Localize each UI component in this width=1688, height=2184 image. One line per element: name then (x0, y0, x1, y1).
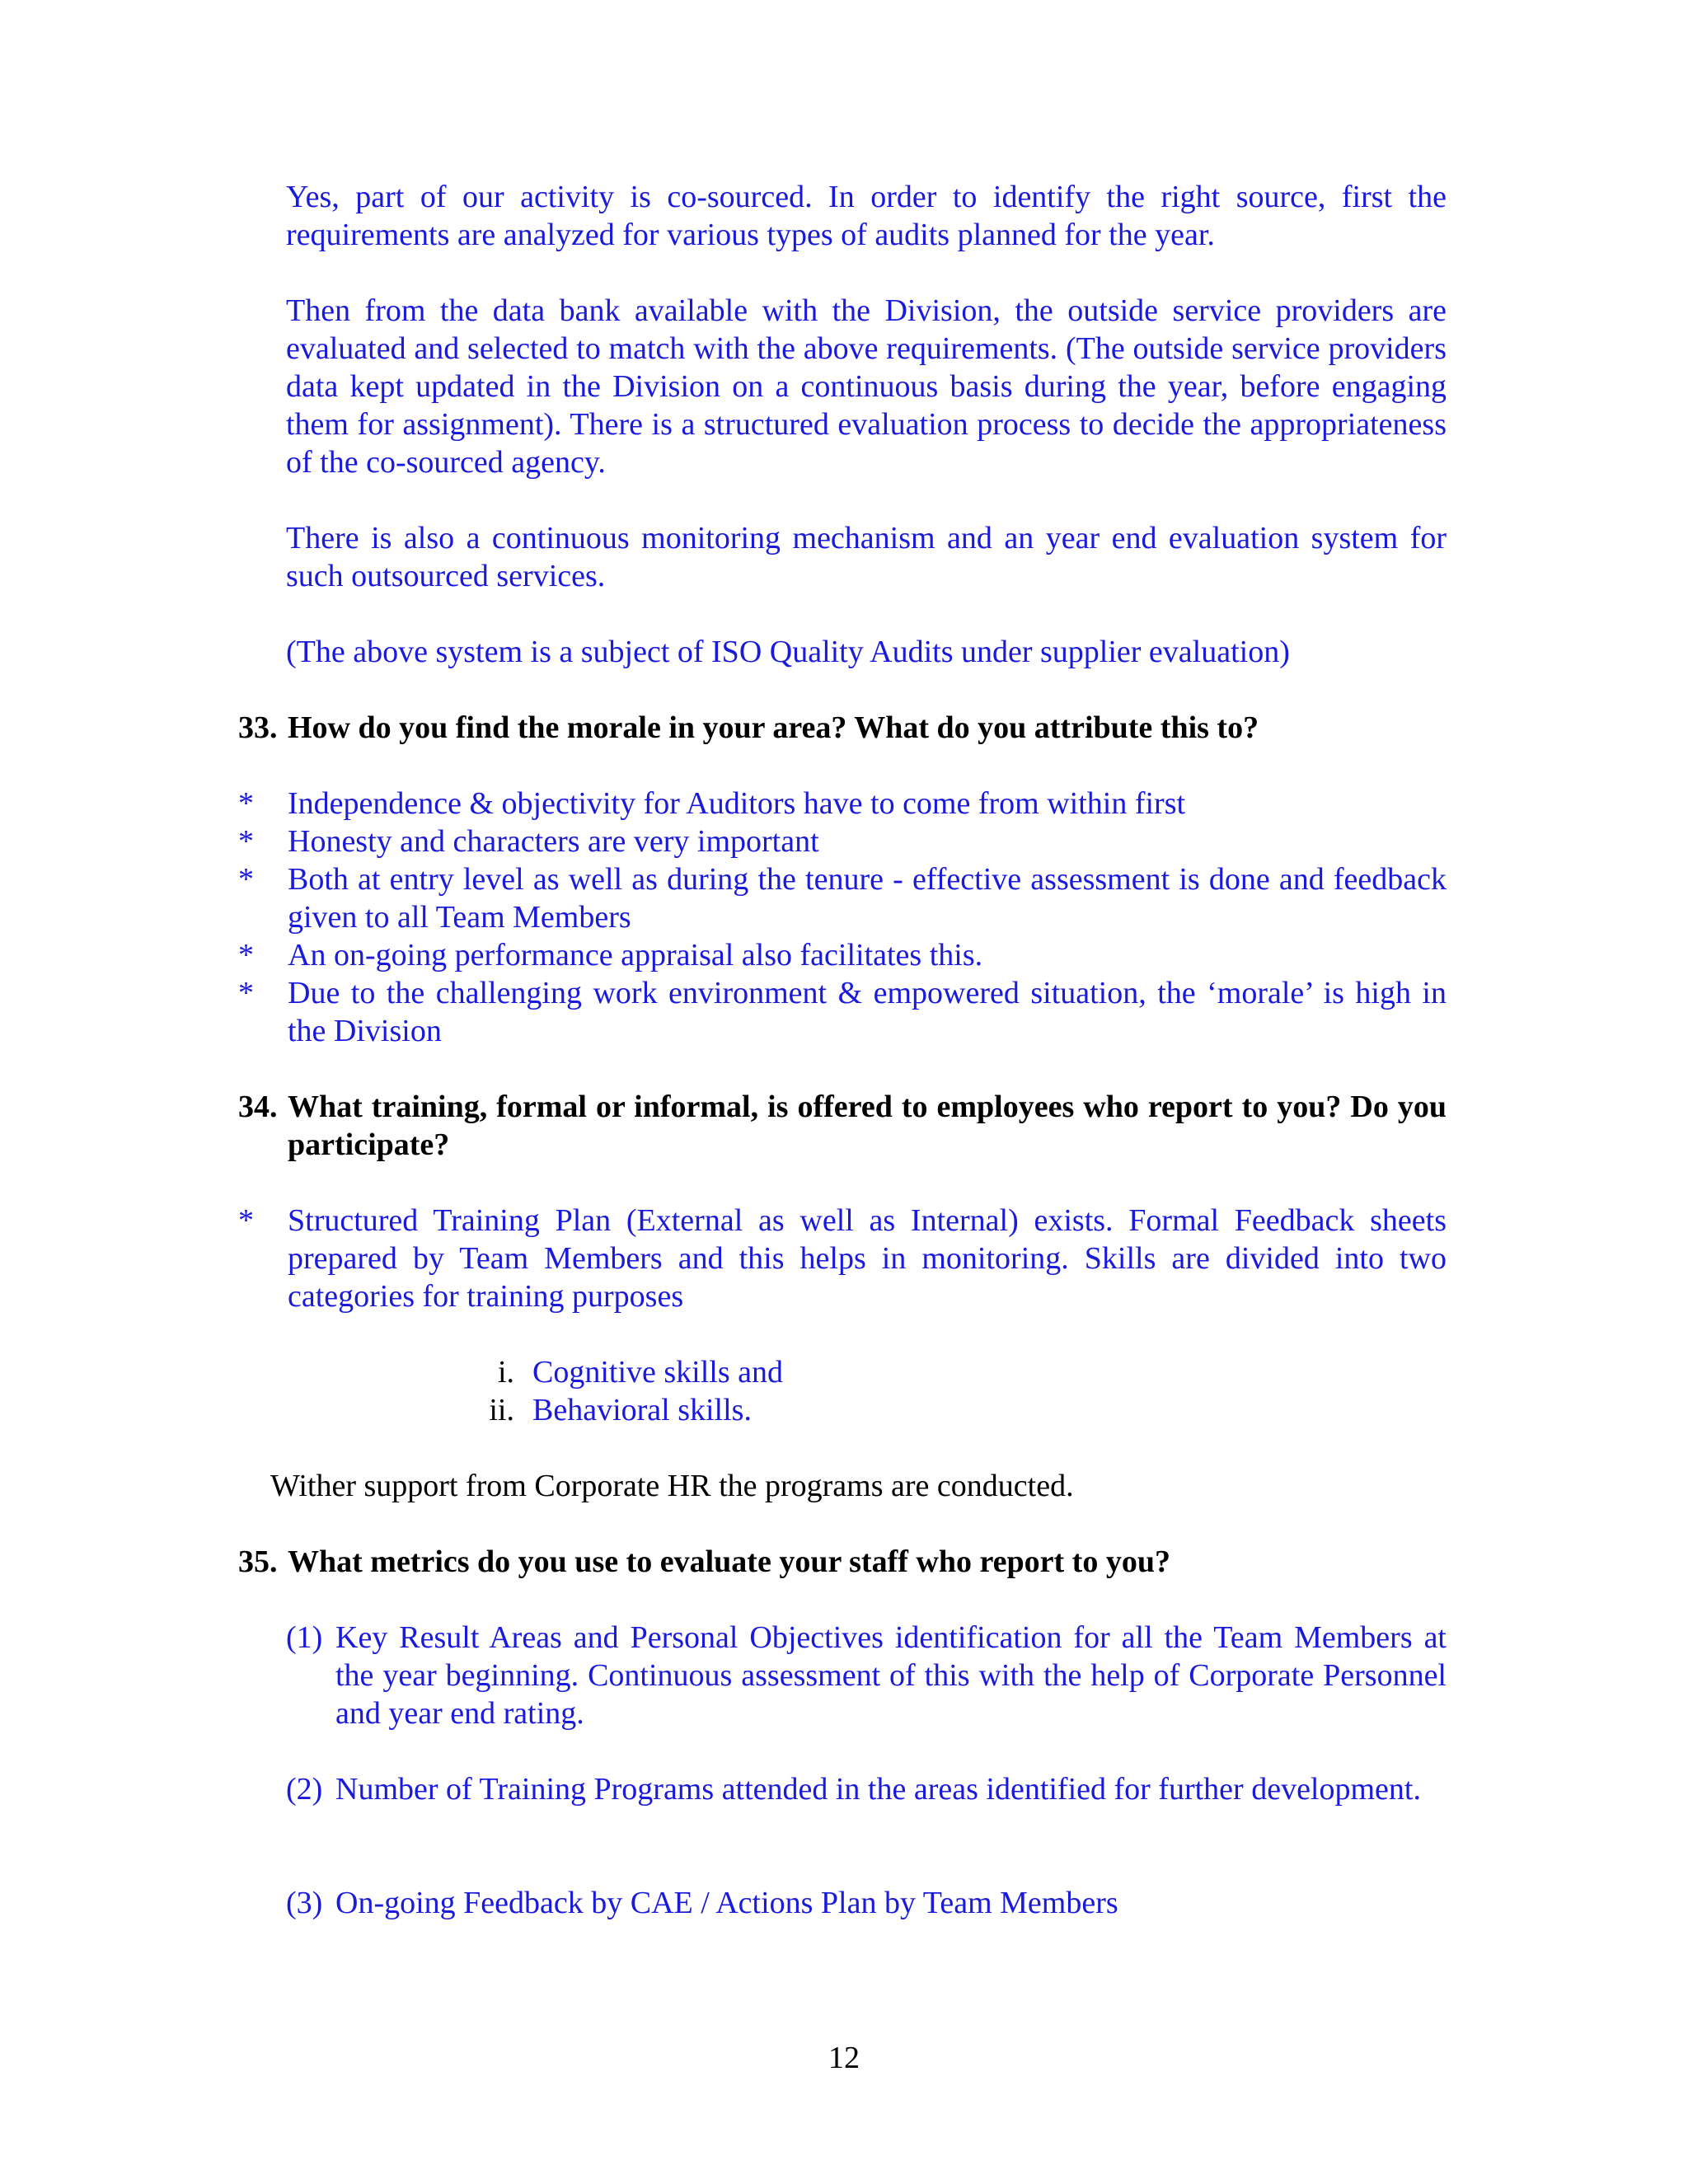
list-item (238, 860, 1447, 936)
metric-number: (3) (286, 1886, 323, 1920)
question-text: What metrics do you use to evaluate your staff who report to you? (288, 1544, 1170, 1579)
skill-number: ii. (489, 1393, 514, 1427)
bullet-mark: * (238, 862, 254, 897)
metric-text: Number of Training Programs attended in the areas identified for further development. (335, 1772, 1421, 1807)
bullet-text: An on-going performance appraisal also facilitates this. (288, 938, 983, 972)
bullet-text: Honesty and characters are very important (288, 824, 819, 859)
bullet-mark: * (238, 824, 254, 859)
question-34 (238, 1088, 1447, 1164)
bullet-text: Due to the challenging work environment & empowered situation, the ‘morale’ is high in the Division (288, 976, 1447, 1048)
list-item (238, 1202, 1447, 1315)
bullet-mark: * (238, 976, 254, 1010)
page-number: 12 (828, 2041, 860, 2075)
skill-text: Behavioral skills. (532, 1393, 752, 1427)
paragraph-monitoring: There is also a continuous monitoring mechanism and an year end evaluation system for such outsourced services. (286, 521, 1447, 593)
skill-text: Cognitive skills and (532, 1355, 783, 1390)
question-33 (238, 709, 1447, 747)
skill-number: i. (497, 1355, 514, 1390)
list-item (238, 974, 1447, 1050)
question-text: What training, formal or informal, is offered to employees who report to you? Do you participate? (288, 1090, 1447, 1162)
bullet-text: Independence & objectivity for Auditors have to come from within first (288, 786, 1186, 821)
question-number: 34. (238, 1090, 278, 1124)
question-number: 35. (238, 1544, 278, 1579)
bullet-text: Structured Training Plan (External as well as Internal) exists. Formal Feedback sheets prepared by Team Members and this helps in monitoring. Skills are divided into two categories for training purposes (288, 1203, 1447, 1314)
bullet-mark: * (238, 938, 254, 972)
metric-item (286, 1884, 1447, 1922)
question-35 (238, 1543, 1447, 1581)
bullet-mark: * (238, 1203, 254, 1238)
paragraph-iso-note: (The above system is a subject of ISO Quality Audits under supplier evaluation) (286, 635, 1290, 669)
bullet-mark: * (238, 786, 254, 821)
skill-item (489, 1391, 752, 1429)
metric-text: Key Result Areas and Personal Objectives identification for all the Team Members at the year beginning. Continuous assessment of this with the help of Corporate Personnel and year end rating. (335, 1620, 1447, 1731)
bullet-text: Both at entry level as well as during the tenure - effective assessment is done and feedback given to all Team Members (288, 862, 1447, 935)
skill-item (497, 1353, 783, 1391)
metric-item (286, 1770, 1447, 1808)
list-item (238, 823, 1447, 860)
paragraph-data-bank: Then from the data bank available with the Division, the outside service providers are evaluated and selected to match with the above requirements. (The outside service providers data kept updated in the Division on a continuous basis during the year, before engaging them for assignment). There is a structured evaluation process to decide the appropriateness of the co-sourced agency. (286, 293, 1447, 480)
metric-item (286, 1619, 1447, 1732)
question-number: 33. (238, 710, 278, 745)
paragraph-cosourced: Yes, part of our activity is co-sourced. In order to identify the right source, first the requirements are analyzed for various types of audits planned for the year. (286, 180, 1447, 252)
metric-text: On-going Feedback by CAE / Actions Plan by Team Members (335, 1886, 1118, 1920)
metric-number: (2) (286, 1772, 323, 1807)
list-item (238, 785, 1447, 823)
metric-number: (1) (286, 1620, 323, 1655)
question-text: How do you find the morale in your area? What do you attribute this to? (288, 710, 1259, 745)
training-note: Wither support from Corporate HR the programs are conducted. (270, 1469, 1074, 1503)
list-item (238, 936, 1447, 974)
